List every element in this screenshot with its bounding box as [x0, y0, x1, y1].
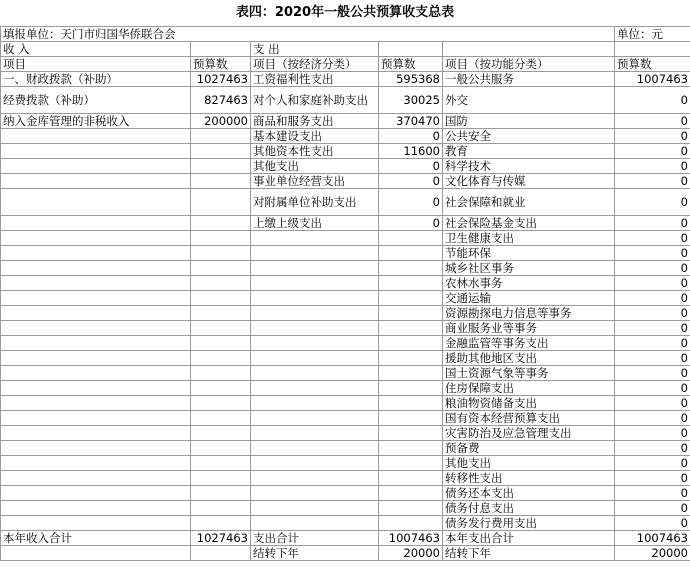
econ-budget-cell — [379, 246, 443, 261]
income-item-cell — [1, 381, 191, 396]
income-budget-cell — [191, 516, 251, 531]
func-budget-cell: 0 — [615, 87, 690, 114]
header-econ-item: 项目（按经济分类） — [251, 57, 379, 72]
table-row — [1, 174, 690, 189]
table-row — [1, 72, 690, 87]
func-item-cell: 国防 — [443, 114, 615, 129]
income-item-cell — [1, 174, 191, 189]
table-row — [1, 411, 690, 426]
econ-budget-cell — [379, 306, 443, 321]
econ-budget-cell: 0 — [379, 129, 443, 144]
econ-budget-cell — [379, 456, 443, 471]
header-func-budget: 预算数 — [615, 57, 690, 72]
func-item-cell: 国土资源气象等事务 — [443, 366, 615, 381]
table-title: 表四：2020年一般公共预算收支总表 — [235, 5, 455, 20]
func-item-cell: 农林水事务 — [443, 276, 615, 291]
func-item-cell: 其他支出 — [443, 456, 615, 471]
table-row — [1, 426, 690, 441]
func-item-cell: 交通运输 — [443, 291, 615, 306]
table-row — [1, 216, 690, 231]
income-item-cell — [1, 516, 191, 531]
econ-item-cell — [251, 306, 379, 321]
econ-item-cell — [251, 486, 379, 501]
econ-budget-cell — [379, 396, 443, 411]
func-budget-cell: 0 — [615, 321, 690, 336]
income-item-cell — [1, 486, 191, 501]
income-item-cell — [1, 246, 191, 261]
func-budget-cell: 0 — [615, 456, 690, 471]
econ-item-cell — [251, 321, 379, 336]
econ-item-cell — [251, 381, 379, 396]
econ-budget-cell — [379, 321, 443, 336]
func-budget-cell: 0 — [615, 216, 690, 231]
reporting-unit: 填报单位：天门市归国华侨联合会 — [1, 27, 615, 42]
econ-item-cell: 工资福利性支出 — [251, 72, 379, 87]
table-row — [1, 291, 690, 306]
income-budget-cell — [191, 456, 251, 471]
table-row — [1, 381, 690, 396]
func-budget-cell: 0 — [615, 174, 690, 189]
header-func-item: 项目（按功能分类） — [443, 57, 615, 72]
income-section-label: 收 入 — [1, 42, 191, 57]
econ-budget-cell: 30025 — [379, 87, 443, 114]
header-econ-budget: 预算数 — [379, 57, 443, 72]
total-income-value: 1027463 — [191, 531, 251, 546]
econ-budget-cell — [379, 381, 443, 396]
carry-func-label: 结转下年 — [443, 546, 615, 561]
func-budget-cell: 0 — [615, 276, 690, 291]
econ-item-cell — [251, 471, 379, 486]
income-budget-cell — [191, 231, 251, 246]
totals-row — [1, 531, 690, 546]
econ-item-cell — [251, 246, 379, 261]
income-item-cell — [1, 231, 191, 246]
income-budget-cell: 200000 — [191, 114, 251, 129]
func-item-cell: 社会保险基金支出 — [443, 216, 615, 231]
income-budget-cell — [191, 486, 251, 501]
econ-budget-cell — [379, 291, 443, 306]
carry-econ-label: 结转下年 — [251, 546, 379, 561]
func-item-cell: 债务发行费用支出 — [443, 516, 615, 531]
income-item-cell — [1, 144, 191, 159]
income-item-cell: 一、财政拨款（补助） — [1, 72, 191, 87]
income-budget-cell — [191, 216, 251, 231]
table-row — [1, 351, 690, 366]
total-econ-value: 1007463 — [379, 531, 443, 546]
func-budget-cell: 1007463 — [615, 72, 690, 87]
carry-econ-value: 20000 — [379, 546, 443, 561]
func-item-cell: 粮油物资储备支出 — [443, 396, 615, 411]
income-budget-cell: 1027463 — [191, 72, 251, 87]
econ-budget-cell — [379, 336, 443, 351]
func-item-cell: 卫生健康支出 — [443, 231, 615, 246]
func-item-cell: 节能环保 — [443, 246, 615, 261]
func-budget-cell: 0 — [615, 129, 690, 144]
income-budget-cell — [191, 276, 251, 291]
table-row — [1, 189, 690, 216]
econ-budget-cell — [379, 366, 443, 381]
table-row — [1, 129, 690, 144]
func-budget-cell: 0 — [615, 411, 690, 426]
section-row — [1, 42, 690, 57]
table-row — [1, 114, 690, 129]
income-item-cell — [1, 456, 191, 471]
econ-item-cell: 基本建设支出 — [251, 129, 379, 144]
econ-budget-cell — [379, 231, 443, 246]
income-budget-cell — [191, 246, 251, 261]
table-row — [1, 471, 690, 486]
econ-item-cell: 其他资本性支出 — [251, 144, 379, 159]
func-budget-cell: 0 — [615, 159, 690, 174]
income-budget-cell — [191, 129, 251, 144]
econ-item-cell — [251, 441, 379, 456]
econ-budget-cell: 0 — [379, 216, 443, 231]
func-budget-cell: 0 — [615, 261, 690, 276]
econ-budget-cell — [379, 441, 443, 456]
econ-item-cell: 对个人和家庭补助支出 — [251, 87, 379, 114]
income-budget-cell — [191, 426, 251, 441]
func-item-cell: 债务还本支出 — [443, 486, 615, 501]
func-item-cell: 社会保障和就业 — [443, 189, 615, 216]
econ-item-cell — [251, 366, 379, 381]
func-budget-cell: 0 — [615, 306, 690, 321]
carry-forward-row — [1, 546, 690, 561]
func-item-cell: 资源勘探电力信息等事务 — [443, 306, 615, 321]
func-item-cell: 商业服务业等事务 — [443, 321, 615, 336]
income-budget-cell — [191, 441, 251, 456]
econ-budget-cell — [379, 276, 443, 291]
func-budget-cell: 0 — [615, 246, 690, 261]
econ-item-cell: 上缴上级支出 — [251, 216, 379, 231]
econ-budget-cell — [379, 426, 443, 441]
func-item-cell: 债务付息支出 — [443, 501, 615, 516]
table-row — [1, 276, 690, 291]
income-budget-cell — [191, 366, 251, 381]
income-item-cell — [1, 189, 191, 216]
table-row — [1, 366, 690, 381]
econ-budget-cell: 370470 — [379, 114, 443, 129]
income-item-cell — [1, 426, 191, 441]
econ-budget-cell: 0 — [379, 159, 443, 174]
table-row — [1, 486, 690, 501]
func-item-cell: 援助其他地区支出 — [443, 351, 615, 366]
func-budget-cell: 0 — [615, 336, 690, 351]
econ-item-cell — [251, 336, 379, 351]
econ-budget-cell: 595368 — [379, 72, 443, 87]
income-item-cell — [1, 396, 191, 411]
func-budget-cell: 0 — [615, 381, 690, 396]
econ-item-cell: 其他支出 — [251, 159, 379, 174]
func-item-cell: 外交 — [443, 87, 615, 114]
income-budget-cell — [191, 336, 251, 351]
carry-func-value: 20000 — [615, 546, 690, 561]
income-item-cell: 纳入金库管理的非税收入 — [1, 114, 191, 129]
income-item-cell — [1, 216, 191, 231]
econ-item-cell: 对附属单位补助支出 — [251, 189, 379, 216]
table-row — [1, 516, 690, 531]
func-item-cell: 公共安全 — [443, 129, 615, 144]
income-budget-cell — [191, 351, 251, 366]
income-budget-cell — [191, 321, 251, 336]
income-item-cell — [1, 321, 191, 336]
income-item-cell — [1, 351, 191, 366]
income-item-cell: 经费拨款（补助） — [1, 87, 191, 114]
income-item-cell — [1, 471, 191, 486]
income-item-cell — [1, 501, 191, 516]
income-item-cell — [1, 276, 191, 291]
econ-budget-cell: 0 — [379, 174, 443, 189]
econ-budget-cell — [379, 486, 443, 501]
econ-item-cell — [251, 276, 379, 291]
currency-unit: 单位：元 — [615, 27, 690, 42]
income-budget-cell — [191, 189, 251, 216]
income-budget-cell — [191, 411, 251, 426]
income-item-cell — [1, 411, 191, 426]
econ-budget-cell: 0 — [379, 189, 443, 216]
econ-item-cell — [251, 456, 379, 471]
func-item-cell: 文化体育与传媒 — [443, 174, 615, 189]
unit-row — [1, 27, 690, 42]
func-item-cell: 科学技术 — [443, 159, 615, 174]
income-item-cell — [1, 291, 191, 306]
func-budget-cell: 0 — [615, 189, 690, 216]
func-item-cell: 城乡社区事务 — [443, 261, 615, 276]
econ-budget-cell — [379, 261, 443, 276]
table-row — [1, 396, 690, 411]
func-budget-cell: 0 — [615, 291, 690, 306]
econ-budget-cell — [379, 411, 443, 426]
econ-budget-cell — [379, 471, 443, 486]
func-budget-cell: 0 — [615, 441, 690, 456]
total-func-value: 1007463 — [615, 531, 690, 546]
econ-item-cell — [251, 501, 379, 516]
func-budget-cell: 0 — [615, 426, 690, 441]
func-budget-cell: 0 — [615, 486, 690, 501]
income-budget-cell — [191, 501, 251, 516]
income-item-cell — [1, 159, 191, 174]
func-budget-cell: 0 — [615, 366, 690, 381]
func-budget-cell: 0 — [615, 501, 690, 516]
table-row — [1, 231, 690, 246]
func-item-cell: 一般公共服务 — [443, 72, 615, 87]
budget-summary-table — [0, 26, 690, 561]
func-item-cell: 转移性支出 — [443, 471, 615, 486]
func-budget-cell: 0 — [615, 516, 690, 531]
econ-item-cell: 商品和服务支出 — [251, 114, 379, 129]
income-item-cell — [1, 336, 191, 351]
table-row — [1, 501, 690, 516]
income-item-cell — [1, 306, 191, 321]
income-budget-cell — [191, 381, 251, 396]
table-row — [1, 336, 690, 351]
func-budget-cell: 0 — [615, 471, 690, 486]
table-row — [1, 261, 690, 276]
econ-item-cell — [251, 426, 379, 441]
func-item-cell: 金融监管等事务支出 — [443, 336, 615, 351]
table-row — [1, 441, 690, 456]
table-row — [1, 144, 690, 159]
table-row — [1, 87, 690, 114]
table-row — [1, 159, 690, 174]
func-item-cell: 国有资本经营预算支出 — [443, 411, 615, 426]
econ-item-cell — [251, 261, 379, 276]
econ-item-cell — [251, 396, 379, 411]
income-budget-cell — [191, 291, 251, 306]
econ-budget-cell — [379, 501, 443, 516]
header-income-item: 项目 — [1, 57, 191, 72]
func-budget-cell: 0 — [615, 351, 690, 366]
header-row — [1, 57, 690, 72]
income-budget-cell — [191, 396, 251, 411]
total-econ-label: 支出合计 — [251, 531, 379, 546]
econ-budget-cell — [379, 516, 443, 531]
func-item-cell: 教育 — [443, 144, 615, 159]
total-func-label: 本年支出合计 — [443, 531, 615, 546]
table-row — [1, 246, 690, 261]
expense-section-label: 支 出 — [251, 42, 379, 57]
income-item-cell — [1, 129, 191, 144]
income-budget-cell — [191, 174, 251, 189]
income-budget-cell — [191, 144, 251, 159]
total-income-label: 本年收入合计 — [1, 531, 191, 546]
income-budget-cell — [191, 306, 251, 321]
table-row — [1, 306, 690, 321]
func-budget-cell: 0 — [615, 114, 690, 129]
income-budget-cell — [191, 159, 251, 174]
econ-item-cell — [251, 231, 379, 246]
income-budget-cell — [191, 471, 251, 486]
income-item-cell — [1, 261, 191, 276]
econ-item-cell — [251, 516, 379, 531]
econ-budget-cell — [379, 351, 443, 366]
econ-item-cell — [251, 291, 379, 306]
table-row — [1, 456, 690, 471]
func-budget-cell: 0 — [615, 396, 690, 411]
econ-item-cell — [251, 351, 379, 366]
func-item-cell: 灾害防治及应急管理支出 — [443, 426, 615, 441]
econ-item-cell — [251, 411, 379, 426]
func-item-cell: 住房保障支出 — [443, 381, 615, 396]
func-budget-cell: 0 — [615, 144, 690, 159]
func-item-cell: 预备费 — [443, 441, 615, 456]
econ-budget-cell: 11600 — [379, 144, 443, 159]
table-row — [1, 321, 690, 336]
income-item-cell — [1, 366, 191, 381]
income-budget-cell: 827463 — [191, 87, 251, 114]
func-budget-cell: 0 — [615, 231, 690, 246]
income-item-cell — [1, 441, 191, 456]
header-income-budget: 预算数 — [191, 57, 251, 72]
econ-item-cell: 事业单位经营支出 — [251, 174, 379, 189]
income-budget-cell — [191, 261, 251, 276]
